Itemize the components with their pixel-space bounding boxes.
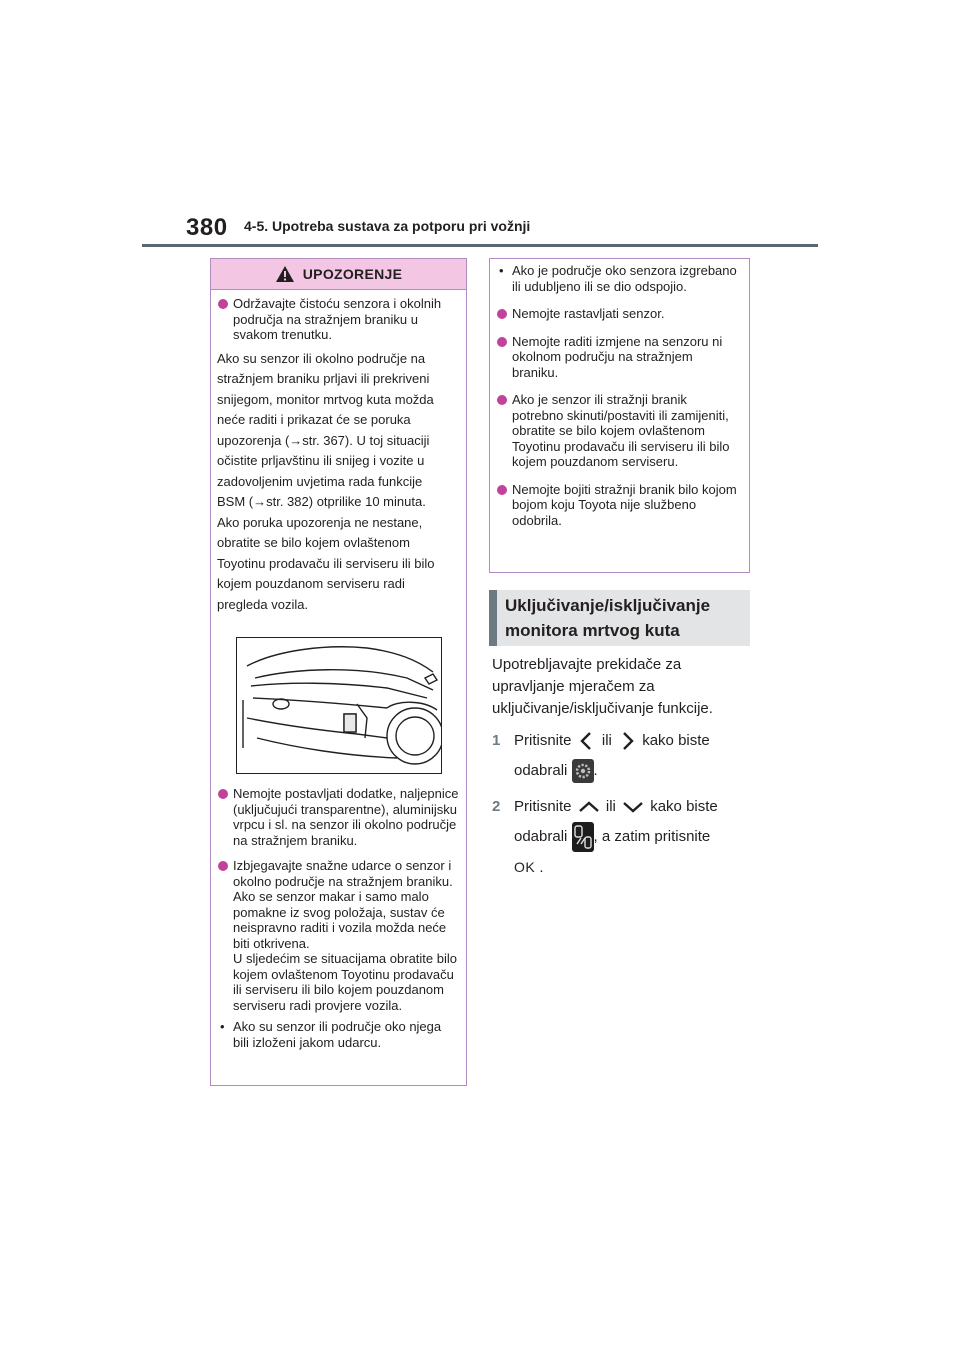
para-line: kojem pouzdanom serviseru radi <box>217 576 405 591</box>
section-title-line: Uključivanje/isključivanje <box>505 596 711 615</box>
step-text: . <box>539 859 544 877</box>
bullet-dot-icon <box>497 337 507 347</box>
para-line: snijegom, monitor mrtvog kuta možda <box>217 391 434 407</box>
warning-paragraph <box>217 349 460 616</box>
bullet-text: Nemojte postavljati dodatke, naljepnice (uključujući transparentne), aluminijsku vrpcu i sl. na senzor ili okolno područje na stražnjem braniku. <box>233 786 459 848</box>
warning-bullet-clean <box>217 296 460 343</box>
chevron-down-icon <box>620 798 646 816</box>
warning-header <box>211 259 466 290</box>
bullet-text: Ako je senzor ili stražnji branik potrebno skinuti/postaviti ili zamijeniti, obratite se bilo kojem ovlaštenom Toyotinu prodavaču ili serviseru ili bilo kojem pouzdanom serviseru. <box>512 392 730 469</box>
bullet-text: Nemojte rastavljati senzor. <box>512 306 665 321</box>
intro-line: upravljanje mjeračem za <box>492 678 655 695</box>
step-text: Pritisnite <box>514 732 572 749</box>
chevron-left-icon <box>576 730 598 752</box>
rear-bumper-sensor-illustration <box>236 637 442 774</box>
para-line: stražnjem braniku prljavi ili prekriveni <box>217 371 430 386</box>
bullet-dot-icon <box>497 395 507 405</box>
gear-icon <box>572 759 594 783</box>
para-line: Ako su senzor ili okolno područje na <box>217 350 426 366</box>
bullet-dot-icon <box>218 789 228 799</box>
step-text: , a zatim pritisnite <box>593 828 711 845</box>
para-line: Ako poruka upozorenja ne nestane, <box>217 514 423 530</box>
bullet-dot-icon <box>218 299 228 309</box>
step-2 <box>492 792 752 883</box>
warning-bullet-modify <box>496 334 741 381</box>
bullet-text: Nemojte bojiti stražnji branik bilo kojom bojom koju Toyota nije službeno odobrila. <box>512 481 737 528</box>
bullet-dot-icon <box>497 485 507 495</box>
bullet-dot-icon <box>218 861 228 871</box>
chevron-right-icon <box>616 730 638 752</box>
page-number: 380 <box>186 214 228 241</box>
step-number: 2 <box>492 798 501 815</box>
bullet-text: Održavajte čistoću senzora i okolnih područja na stražnjem braniku u svakom trenutku. <box>233 296 442 342</box>
sub-text: Ako su senzor ili područje oko njega bili izloženi jakom udarcu. <box>233 1019 442 1050</box>
para-line: neće raditi i prikazat će se poruka <box>217 412 411 427</box>
warning-bullet-replace <box>496 392 741 470</box>
step-text: kako biste <box>650 798 718 815</box>
warning-triangle-icon <box>275 265 295 283</box>
sub-text: Ako je područje oko senzora izgrebano ili udubljeno ili se dio odspojio. <box>512 263 737 294</box>
warning-sub-item-scratched <box>496 263 741 294</box>
chevron-up-icon <box>576 798 602 816</box>
step-text: odabrali <box>514 828 568 845</box>
sub-bullet-marker: • <box>220 1019 225 1034</box>
step-text: odabrali <box>514 762 568 779</box>
header-title: 4-5. Upotreba sustava za potporu pri vožnji <box>244 218 531 234</box>
bullet-text: Ako se senzor makar i samo malo pomakne iz svog položaja, sustav će neispravno raditi i vozila možda neće biti otkrivena. <box>233 889 447 951</box>
warning-bullet-impacts <box>217 858 460 1013</box>
warning-bullet-accessories <box>217 786 460 848</box>
warning-bullet-paint <box>496 482 741 529</box>
para-line: obratite se bilo kojem ovlaštenom <box>217 535 410 550</box>
bullet-text: Izbjegavajte snažne udarce o senzor i okolno područje na stražnjem braniku. <box>233 858 453 889</box>
warning-bullet-disassemble <box>496 306 741 322</box>
step-text: ili <box>605 798 616 815</box>
step-text: Pritisnite <box>514 798 572 815</box>
intro-line: uključivanje/isključivanje funkcije. <box>492 700 713 717</box>
warning-sub-item-impact <box>217 1019 460 1050</box>
section-heading <box>489 590 750 646</box>
warning-title: UPOZORENJE <box>302 266 403 282</box>
bullet-dot-icon <box>497 309 507 319</box>
header-rule <box>142 244 818 247</box>
instructions <box>492 654 752 883</box>
para-line: Toyotinu prodavaču ili serviseru ili bilo <box>217 555 435 571</box>
car-rear-illustration-icon <box>237 638 441 773</box>
para-line: upozorenja (→str. 367). U toj situaciji <box>217 432 430 448</box>
step-text: kako biste <box>642 732 710 749</box>
para-line: BSM (→str. 382) otprilike 10 minuta. <box>217 494 426 509</box>
blind-spot-monitor-icon <box>572 822 594 852</box>
section-title-line: monitora mrtvog kuta <box>505 621 680 640</box>
intro-line: Upotrebljavajte prekidače za <box>492 656 682 673</box>
step-text: ili <box>601 732 612 749</box>
para-line: očistite prljavštinu ili snijeg i vozite u <box>217 453 425 468</box>
para-line: pregleda vozila. <box>217 596 309 612</box>
ok-button-glyph: OK <box>514 859 536 876</box>
step-text: . <box>593 762 598 779</box>
sub-bullet-marker: • <box>499 263 504 278</box>
bullet-text: Nemojte raditi izmjene na senzoru ni okolnom području na stražnjem braniku. <box>512 333 723 380</box>
step-1 <box>492 726 752 786</box>
warning-box <box>210 258 467 1086</box>
bullet-text: U sljedećim se situacijama obratite bilo kojem ovlaštenom Toyotinu prodavaču ili serviseru ili bilo kojem pouzdanom serviseru radi provjere vozila. <box>233 951 457 1013</box>
para-line: zadovoljenim uvjetima rada funkcije <box>217 473 423 489</box>
step-number: 1 <box>492 732 501 749</box>
warning-continuation-box <box>489 258 750 573</box>
